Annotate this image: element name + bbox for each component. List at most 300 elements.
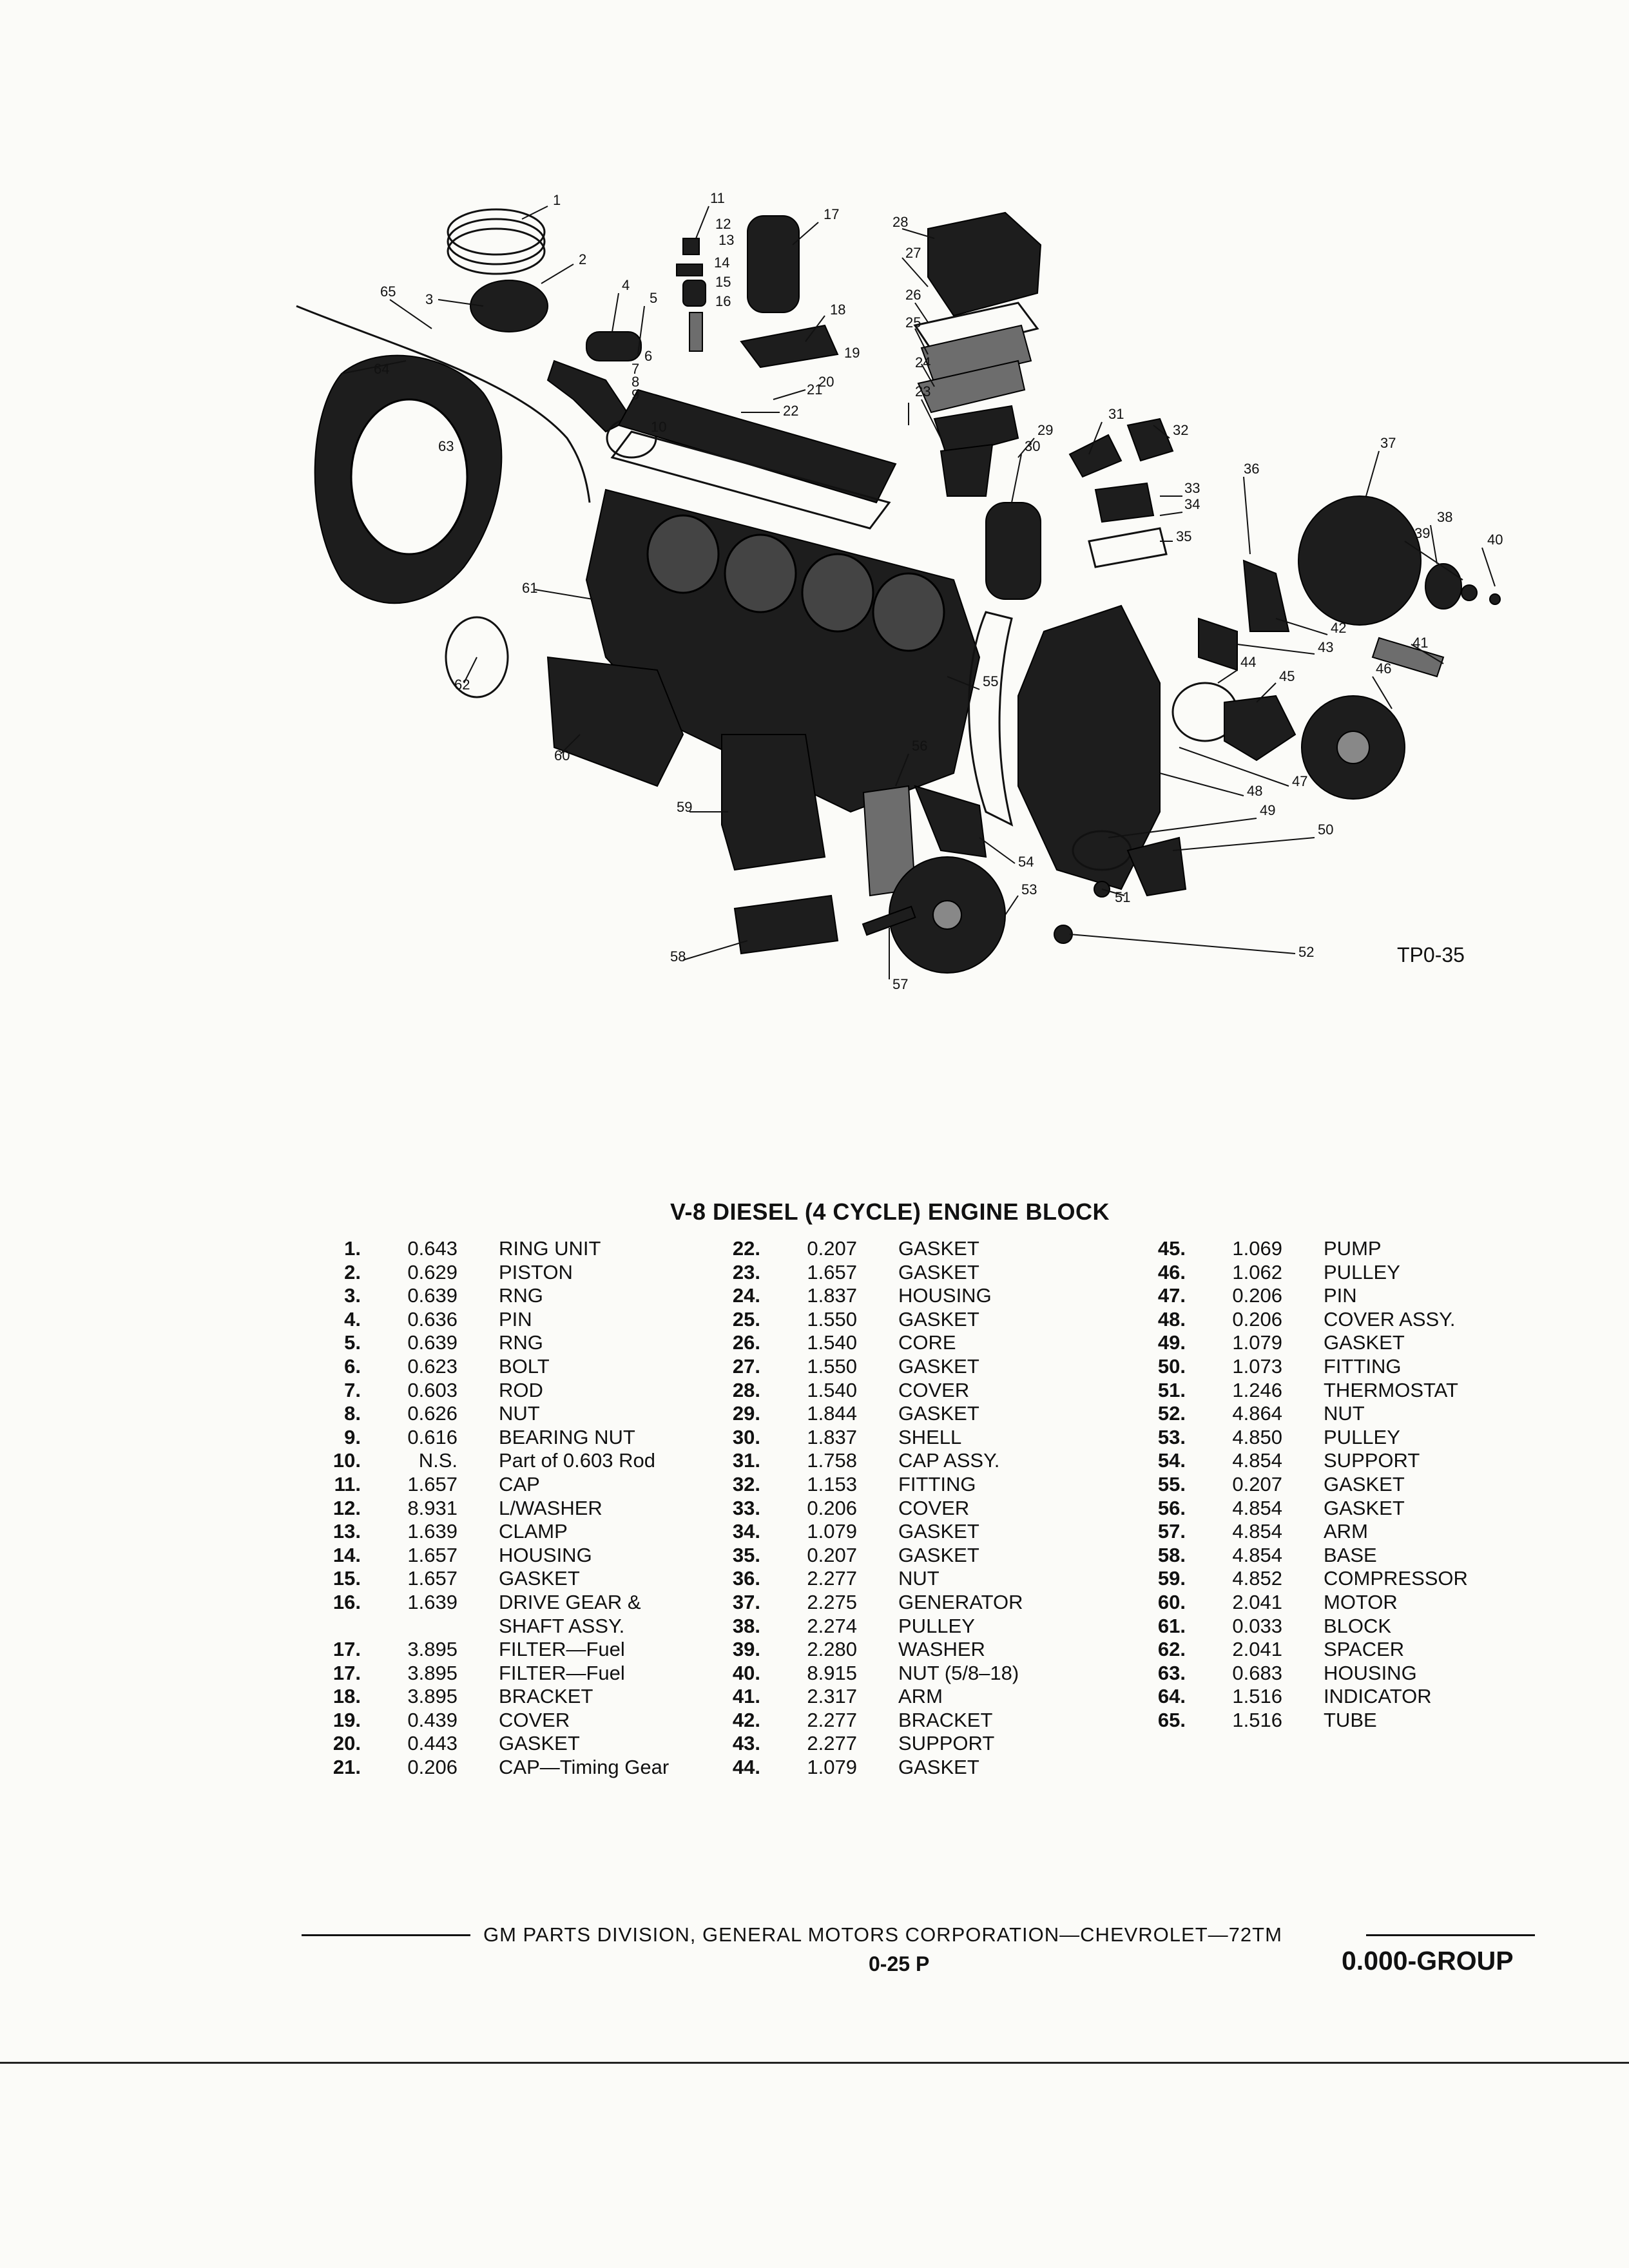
part-description: COMPRESSOR [1324, 1567, 1468, 1590]
part-code: 3.895 [407, 1685, 458, 1708]
callout-number: 30 [1025, 438, 1041, 454]
part-number: 54. [1157, 1449, 1186, 1472]
part-code: 2.041 [1232, 1590, 1282, 1613]
part-number: 9. [344, 1425, 361, 1448]
parts-row [303, 1449, 669, 1473]
part-code: 0.207 [1232, 1472, 1282, 1495]
callout-number: 12 [715, 216, 731, 232]
part-code: 2.277 [807, 1732, 857, 1755]
parts-row [1128, 1544, 1468, 1568]
part-number: 50. [1157, 1354, 1186, 1378]
part-description: MOTOR [1324, 1590, 1398, 1613]
part-number: 11. [334, 1472, 361, 1495]
part-code: 0.033 [1232, 1614, 1282, 1637]
part-code: 4.854 [1232, 1520, 1282, 1543]
parts-row [1128, 1284, 1468, 1308]
parts-row [1128, 1308, 1468, 1332]
part-code: 4.854 [1232, 1496, 1282, 1519]
callout-number: 62 [454, 677, 470, 693]
part-number: 19. [333, 1708, 361, 1731]
callout-number: 5 [650, 290, 658, 306]
callout-number: 7 [631, 361, 640, 377]
callout-number: 52 [1298, 944, 1315, 960]
parts-row [303, 1638, 669, 1662]
part-number: 6. [344, 1354, 361, 1378]
part-number: 58. [1157, 1543, 1186, 1566]
footer-publisher: GM PARTS DIVISION, GENERAL MOTORS CORPORATION—CHEVROLET—72TM [483, 1923, 1282, 1946]
callout-number: 18 [830, 302, 846, 318]
part-number: 55. [1157, 1472, 1186, 1495]
part-code: 3.895 [407, 1661, 458, 1684]
callout-number: 4 [622, 277, 630, 293]
part-description: CLAMP [499, 1520, 568, 1543]
part-description: GASKET [898, 1756, 979, 1779]
part-description: PISTON [499, 1260, 573, 1283]
part-code: 1.540 [807, 1378, 857, 1401]
parts-row [1128, 1261, 1468, 1285]
part-description: HOUSING [1324, 1661, 1417, 1684]
parts-row [702, 1426, 1023, 1450]
part-number: 64. [1157, 1685, 1186, 1708]
parts-row [702, 1662, 1023, 1686]
part-description: GASKET [1324, 1472, 1405, 1495]
page-number: 0-25 P [869, 1952, 930, 1975]
callout-number: 55 [983, 673, 999, 689]
parts-row [303, 1685, 669, 1709]
parts-row [303, 1379, 669, 1403]
part-number: 59. [1157, 1567, 1186, 1590]
parts-row [1128, 1497, 1468, 1521]
parts-row [702, 1402, 1023, 1426]
callout-number: 38 [1437, 509, 1453, 525]
parts-row [1128, 1709, 1468, 1733]
parts-row [702, 1615, 1023, 1639]
callout-number: 31 [1108, 406, 1124, 422]
part-number: 44. [732, 1756, 760, 1779]
part-number: 14. [333, 1543, 361, 1566]
page-title: V-8 DIESEL (4 CYCLE) ENGINE BLOCK [670, 1198, 1110, 1225]
part-number: 48. [1157, 1307, 1186, 1331]
part-number: 4. [344, 1307, 361, 1331]
part-code: 1.079 [807, 1756, 857, 1779]
part-code: 3.895 [407, 1638, 458, 1661]
part-description: PIN [499, 1307, 532, 1331]
parts-row [303, 1615, 669, 1639]
part-code: 0.616 [407, 1425, 458, 1448]
parts-row [303, 1355, 669, 1379]
parts-row [1128, 1662, 1468, 1686]
callout-number: 57 [892, 976, 909, 992]
part-number: 42. [732, 1708, 760, 1731]
part-description: TUBE [1324, 1708, 1377, 1731]
callout-number: 26 [905, 287, 921, 303]
part-description: FITTING [1324, 1354, 1402, 1378]
part-description: BLOCK [1324, 1614, 1392, 1637]
part-description: COVER ASSY. [1324, 1307, 1456, 1331]
part-number: 5. [344, 1331, 361, 1354]
part-description: NUT [1324, 1402, 1365, 1425]
callout-number: 39 [1414, 525, 1431, 541]
parts-row [702, 1355, 1023, 1379]
part-code: 1.516 [1232, 1708, 1282, 1731]
callout-number: 37 [1380, 435, 1396, 451]
part-number: 52. [1157, 1402, 1186, 1425]
callout-number: 10 [651, 419, 667, 435]
parts-list-column-1 [303, 1237, 669, 1780]
part-description: GASKET [898, 1354, 979, 1378]
part-number: 7. [344, 1378, 361, 1401]
part-number: 46. [1157, 1260, 1186, 1283]
callout-number: 54 [1018, 854, 1034, 870]
footer-rule-left [302, 1934, 470, 1936]
part-code: 0.629 [407, 1260, 458, 1283]
part-code: 0.623 [407, 1354, 458, 1378]
part-description: ARM [898, 1685, 943, 1708]
callout-number: 17 [824, 206, 840, 222]
callout-number: 64 [374, 361, 390, 377]
callout-number: 59 [677, 799, 693, 815]
bottom-rule [0, 2062, 1629, 2064]
part-code: 1.062 [1232, 1260, 1282, 1283]
callout-number: 49 [1260, 802, 1276, 818]
part-description: BEARING NUT [499, 1425, 635, 1448]
part-code: 0.439 [407, 1708, 458, 1731]
part-description: GASKET [898, 1520, 979, 1543]
parts-row [702, 1685, 1023, 1709]
callout-number: 21 [807, 381, 823, 398]
part-code: 4.864 [1232, 1402, 1282, 1425]
part-number: 63. [1157, 1661, 1186, 1684]
part-number: 8. [344, 1402, 361, 1425]
parts-row [702, 1732, 1023, 1756]
part-number: 28. [732, 1378, 760, 1401]
part-code: 2.280 [807, 1638, 857, 1661]
parts-row [303, 1756, 669, 1780]
parts-row [702, 1567, 1023, 1591]
parts-row [702, 1284, 1023, 1308]
callout-number: 9 [631, 387, 640, 403]
parts-row [702, 1308, 1023, 1332]
part-code: 1.069 [1232, 1237, 1282, 1260]
part-description: INDICATOR [1324, 1685, 1432, 1708]
part-description: FILTER—Fuel [499, 1638, 625, 1661]
part-description: HOUSING [898, 1284, 992, 1307]
parts-row [1128, 1331, 1468, 1355]
callout-number: 22 [783, 403, 799, 419]
part-number: 36. [732, 1567, 760, 1590]
part-code: 4.850 [1232, 1425, 1282, 1448]
footer-rule-right [1366, 1934, 1535, 1936]
part-description: GASKET [898, 1543, 979, 1566]
part-number: 40. [732, 1661, 760, 1684]
callout-number: 36 [1244, 461, 1260, 477]
part-description: DRIVE GEAR & [499, 1590, 641, 1613]
callout-number: 50 [1318, 822, 1334, 838]
part-code: 0.683 [1232, 1661, 1282, 1684]
parts-list-column-2 [702, 1237, 1023, 1780]
callout-number: 42 [1331, 620, 1347, 636]
part-number: 39. [732, 1638, 760, 1661]
group-code: 0.000-GROUP [1342, 1946, 1514, 1975]
callout-number: 46 [1376, 660, 1392, 677]
callout-number: 44 [1240, 654, 1257, 670]
part-number: 62. [1157, 1638, 1186, 1661]
part-description: COVER [898, 1378, 970, 1401]
part-number: 30. [732, 1425, 760, 1448]
parts-row [303, 1567, 669, 1591]
part-code: 0.643 [407, 1237, 458, 1260]
callout-number: 51 [1115, 889, 1131, 905]
part-code: 2.274 [807, 1614, 857, 1637]
part-code: 0.206 [407, 1756, 458, 1779]
part-number: 22. [732, 1237, 760, 1260]
part-description: PULLEY [1324, 1260, 1400, 1283]
part-description: FILTER—Fuel [499, 1661, 625, 1684]
part-number: 27. [732, 1354, 760, 1378]
part-code: 0.636 [407, 1307, 458, 1331]
part-number [303, 1615, 361, 1639]
parts-row [702, 1449, 1023, 1473]
part-description: NUT (5/8–18) [898, 1661, 1019, 1684]
parts-row [303, 1402, 669, 1426]
part-number: 49. [1157, 1331, 1186, 1354]
callout-number: 33 [1184, 480, 1200, 496]
callout-number: 27 [905, 245, 921, 261]
parts-row [303, 1331, 669, 1355]
part-number: 29. [732, 1402, 760, 1425]
part-code: 2.041 [1232, 1638, 1282, 1661]
parts-row [702, 1520, 1023, 1544]
parts-row [702, 1638, 1023, 1662]
part-number: 24. [732, 1284, 760, 1307]
callout-number: 28 [892, 214, 909, 230]
part-code: 0.626 [407, 1402, 458, 1425]
part-code: 0.206 [807, 1496, 857, 1519]
part-number: 61. [1157, 1614, 1186, 1637]
part-description: BRACKET [898, 1708, 993, 1731]
parts-row [1128, 1355, 1468, 1379]
parts-row [1128, 1567, 1468, 1591]
part-code [361, 1615, 460, 1639]
part-number: 21. [333, 1756, 361, 1779]
part-code: 1.657 [407, 1472, 458, 1495]
part-number: 13. [333, 1520, 361, 1543]
part-number: 2. [344, 1260, 361, 1283]
parts-row [303, 1261, 669, 1285]
part-code: 1.246 [1232, 1378, 1282, 1401]
part-number: 18. [333, 1685, 361, 1708]
part-code: 1.657 [807, 1260, 857, 1283]
part-description: SUPPORT [1324, 1449, 1420, 1472]
part-number: 25. [732, 1307, 760, 1331]
part-code: 4.854 [1232, 1449, 1282, 1472]
callout-number: 2 [579, 251, 587, 267]
parts-row [1128, 1473, 1468, 1497]
callout-number: 45 [1279, 668, 1295, 684]
part-description: RING UNIT [499, 1237, 601, 1260]
part-number: 35. [732, 1543, 760, 1566]
callout-number: 15 [715, 274, 731, 290]
callout-number: 63 [438, 438, 454, 454]
parts-row [1128, 1426, 1468, 1450]
part-code: 1.550 [807, 1354, 857, 1378]
part-description: CAP—Timing Gear [499, 1756, 670, 1779]
part-description: PIN [1324, 1284, 1357, 1307]
part-code: 1.657 [407, 1543, 458, 1566]
parts-row [702, 1261, 1023, 1285]
callout-number: 14 [714, 255, 730, 271]
part-code: 1.079 [1232, 1331, 1282, 1354]
part-code: 1.657 [407, 1567, 458, 1590]
part-code: 0.206 [1232, 1284, 1282, 1307]
part-description: SHELL [898, 1425, 962, 1448]
part-number: 56. [1157, 1496, 1186, 1519]
parts-row [702, 1331, 1023, 1355]
callout-number: 29 [1037, 422, 1054, 438]
parts-row [303, 1662, 669, 1686]
part-number: 38. [732, 1614, 760, 1637]
parts-row [702, 1473, 1023, 1497]
part-code: 1.837 [807, 1284, 857, 1307]
part-code: 0.207 [807, 1237, 857, 1260]
part-code: 2.277 [807, 1567, 857, 1590]
callout-number: 13 [718, 232, 735, 248]
part-description: GASKET [499, 1567, 580, 1590]
part-description: PUMP [1324, 1237, 1382, 1260]
part-number: 26. [732, 1331, 760, 1354]
part-code: 1.758 [807, 1449, 857, 1472]
parts-row [303, 1237, 669, 1261]
part-code: 1.079 [807, 1520, 857, 1543]
part-code: N.S. [418, 1449, 458, 1472]
part-code: 0.206 [1232, 1307, 1282, 1331]
callout-number: 61 [522, 580, 538, 596]
parts-row [702, 1591, 1023, 1615]
part-description: BRACKET [499, 1685, 593, 1708]
parts-row [303, 1497, 669, 1521]
part-code: 2.277 [807, 1708, 857, 1731]
part-number: 47. [1157, 1284, 1186, 1307]
part-description: NUT [499, 1402, 540, 1425]
part-description: RNG [499, 1331, 543, 1354]
part-number: 17. [333, 1661, 361, 1684]
parts-row [303, 1308, 669, 1332]
part-description: RNG [499, 1284, 543, 1307]
part-number: 10. [333, 1449, 361, 1472]
part-description: PULLEY [898, 1614, 975, 1637]
callout-number: 3 [425, 291, 434, 307]
part-code: 0.639 [407, 1331, 458, 1354]
part-number: 16. [333, 1590, 361, 1613]
parts-row [1128, 1520, 1468, 1544]
part-description: GASKET [898, 1260, 979, 1283]
part-description: THERMOSTAT [1324, 1378, 1458, 1401]
callout-number: 56 [912, 738, 928, 754]
part-description: GASKET [499, 1732, 580, 1755]
parts-row [1128, 1237, 1468, 1261]
part-number: 15. [333, 1567, 361, 1590]
part-code: 2.317 [807, 1685, 857, 1708]
part-description: FITTING [898, 1472, 976, 1495]
callout-number: 41 [1412, 635, 1429, 651]
part-description: CAP [499, 1472, 540, 1495]
callout-number: 8 [631, 374, 640, 390]
callout-number: 48 [1247, 783, 1263, 799]
part-description: SUPPORT [898, 1732, 995, 1755]
part-description: GASKET [898, 1402, 979, 1425]
parts-row [303, 1284, 669, 1308]
part-number: 33. [732, 1496, 760, 1519]
part-code: 0.639 [407, 1284, 458, 1307]
part-description: BASE [1324, 1543, 1377, 1566]
callout-number: 47 [1292, 773, 1308, 789]
part-number: 31. [732, 1449, 760, 1472]
part-number: 23. [732, 1260, 760, 1283]
part-code: 1.639 [407, 1520, 458, 1543]
callout-number: 6 [644, 348, 653, 364]
callout-number: 43 [1318, 639, 1334, 655]
part-description: NUT [898, 1567, 940, 1590]
part-number: 3. [344, 1284, 361, 1307]
part-description: GASKET [898, 1307, 979, 1331]
part-number: 1. [344, 1237, 361, 1260]
parts-row [702, 1237, 1023, 1261]
part-description: SPACER [1324, 1638, 1405, 1661]
part-number: 34. [732, 1520, 760, 1543]
engine-parts-illustration [296, 209, 1500, 973]
parts-row [702, 1544, 1023, 1568]
callout-number: 53 [1021, 881, 1037, 898]
part-code: 1.837 [807, 1425, 857, 1448]
parts-row [303, 1544, 669, 1568]
part-description: ROD [499, 1378, 543, 1401]
part-description: COVER [499, 1708, 570, 1731]
part-description: CAP ASSY. [898, 1449, 1000, 1472]
parts-row [1128, 1638, 1468, 1662]
part-description: GASKET [1324, 1331, 1405, 1354]
part-description: L/WASHER [499, 1496, 602, 1519]
parts-row [303, 1591, 669, 1615]
callout-number: 60 [554, 747, 570, 764]
part-number: 53. [1157, 1425, 1186, 1448]
part-number: 12. [333, 1496, 361, 1519]
part-description: GASKET [1324, 1496, 1405, 1519]
callout-number: 1 [553, 192, 561, 208]
part-code: 2.275 [807, 1590, 857, 1613]
part-code: 1.550 [807, 1307, 857, 1331]
part-code: 8.915 [807, 1661, 857, 1684]
callout-number: 40 [1487, 532, 1503, 548]
parts-row [702, 1756, 1023, 1780]
parts-row [1128, 1591, 1468, 1615]
parts-row [1128, 1615, 1468, 1639]
part-code: 1.540 [807, 1331, 857, 1354]
part-description: Part of 0.603 Rod [499, 1449, 655, 1472]
part-number: 20. [333, 1732, 361, 1755]
figure-code: TP0-35 [1397, 943, 1465, 966]
callout-number: 34 [1184, 496, 1200, 512]
part-code: 1.516 [1232, 1685, 1282, 1708]
callout-number: 65 [380, 284, 396, 300]
callout-number: 11 [710, 190, 725, 206]
part-description: WASHER [898, 1638, 985, 1661]
part-code: 8.931 [407, 1496, 458, 1519]
engine-exploded-diagram [271, 168, 1503, 1012]
part-number: 32. [732, 1472, 760, 1495]
parts-row [303, 1732, 669, 1756]
part-code: 4.854 [1232, 1543, 1282, 1566]
callout-number: 19 [844, 345, 860, 361]
